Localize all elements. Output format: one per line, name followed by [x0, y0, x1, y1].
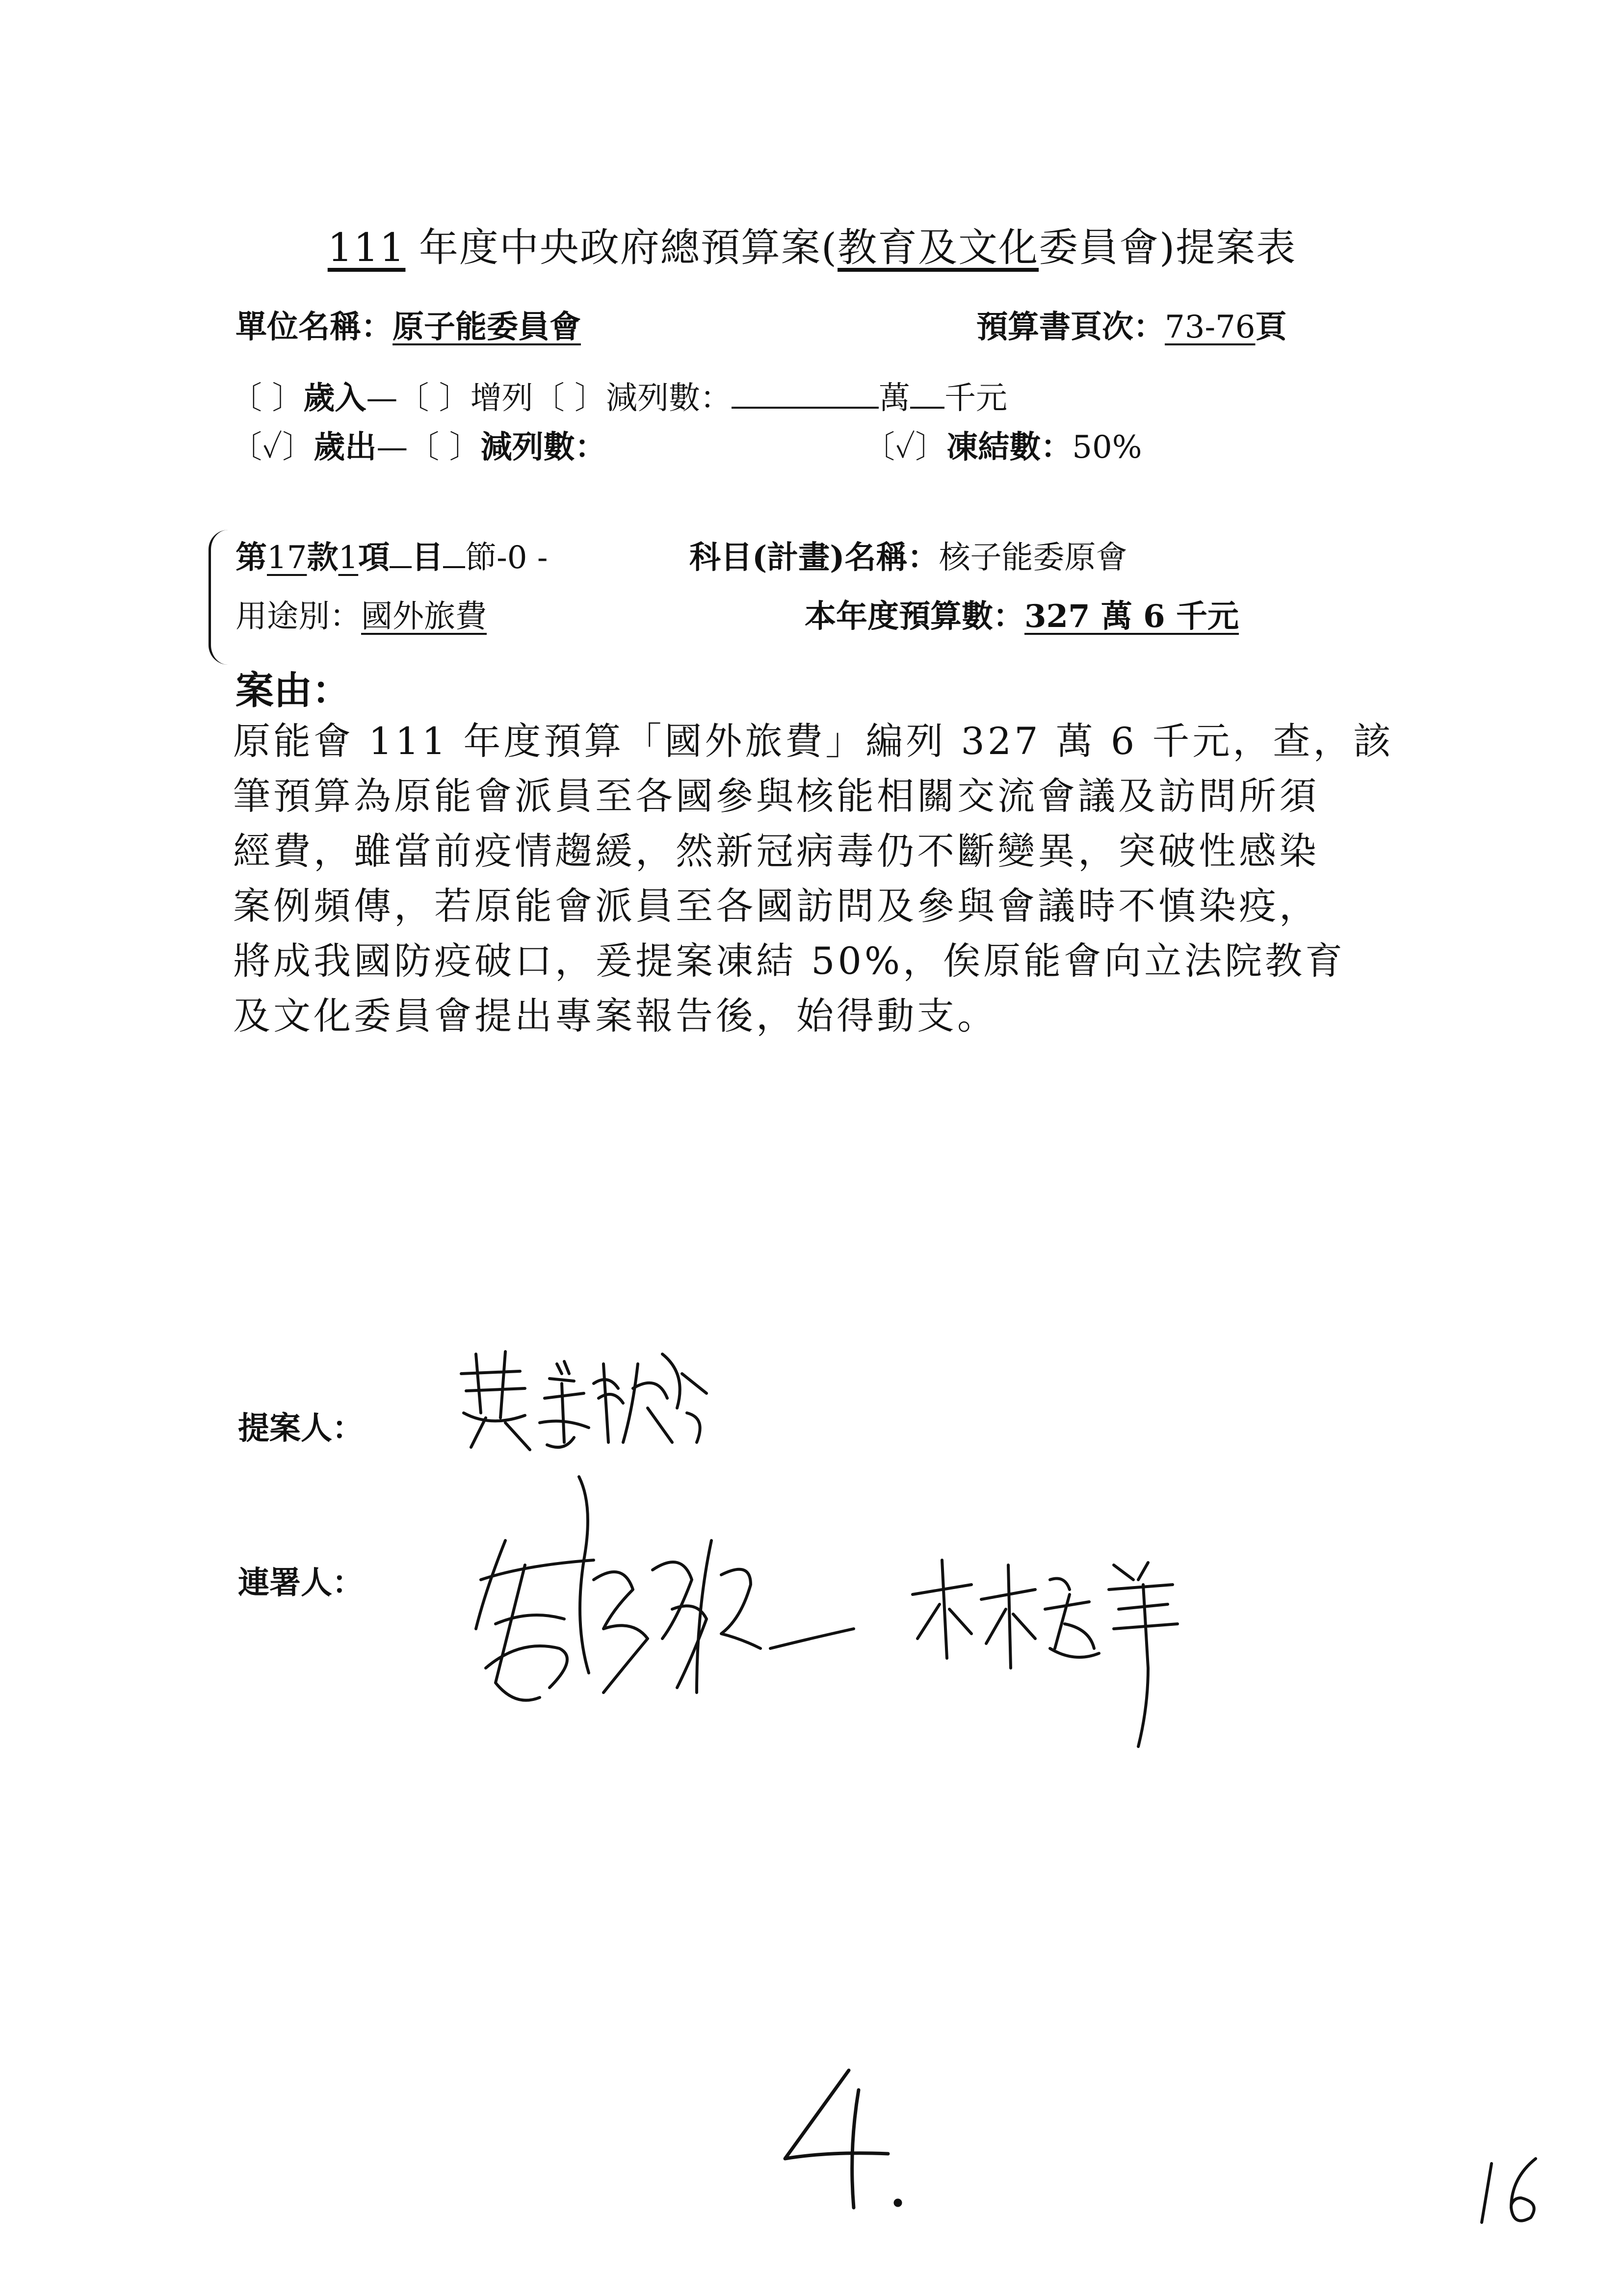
unit-qian: 千元	[944, 380, 1008, 417]
mu-label: 目	[412, 539, 444, 576]
reason-line: 案例頻傳，若原能會派員至各國訪問及參與會議時不慎染疫，	[233, 884, 1319, 928]
expense-dash: —	[376, 429, 408, 466]
xiang-number: 1	[338, 540, 359, 576]
freeze-line	[864, 422, 1142, 467]
title-pre: 年度中央政府總預算案(	[405, 225, 838, 270]
page-ref-value: 73-76	[1165, 309, 1256, 345]
subject-line	[689, 532, 1127, 577]
decrease-label: 減列數：	[606, 380, 732, 417]
reason-heading: 案由：	[236, 668, 351, 713]
revenue-dash: —	[366, 380, 398, 417]
cosigner-signature-1	[466, 1462, 859, 1739]
reason-body	[233, 714, 1435, 1044]
item-bracket	[209, 530, 231, 665]
title-post: 委員會)提案表	[1039, 225, 1297, 270]
budget-line	[805, 591, 1239, 636]
unit-value: 原子能委員會	[393, 309, 581, 345]
reason-line: 將成我國防疫破口，爰提案凍結 50%，俟原能會向立法院教育	[233, 939, 1346, 983]
proposer-label: 提案人：	[238, 1410, 364, 1447]
document-title	[0, 216, 1624, 272]
usage-line	[236, 591, 487, 636]
jie-label: 節-0 -	[465, 540, 548, 576]
reason-line: 筆預算為原能會派員至各國參與核能相關交流會議及訪問所須	[233, 774, 1319, 818]
cosigner-label: 連署人：	[238, 1565, 364, 1601]
item-line	[236, 532, 548, 577]
expense-checkbox: 〔✓〕	[231, 429, 314, 466]
xiang-label: 項	[358, 539, 390, 576]
decrease-checkbox: 〔 〕	[533, 380, 606, 417]
mu-blank	[390, 539, 412, 568]
cosigner-signature-2	[903, 1550, 1207, 1758]
increase-checkbox: 〔 〕	[397, 380, 471, 417]
amount-blank-wan	[732, 379, 879, 409]
proposer-signature	[451, 1344, 726, 1459]
kuan-label: 款	[307, 539, 339, 576]
revenue-line	[231, 373, 1007, 418]
jie-blank	[443, 539, 465, 568]
handwritten-number	[775, 2061, 913, 2219]
unit-wan: 萬	[879, 380, 911, 417]
subject-label: 科目(計畫)名稱：	[689, 539, 939, 576]
expense-label: 歲出	[314, 429, 377, 466]
title-year: 111	[327, 225, 406, 270]
usage-label: 用途別：	[236, 599, 361, 635]
kuan-pre: 第	[236, 539, 267, 576]
freeze-value: 50%	[1072, 429, 1142, 466]
amount-blank-qian	[910, 379, 944, 409]
increase-label: 增列	[470, 380, 533, 417]
reason-line: 原能會 111 年度預算「國外旅費」編列 327 萬 6 千元，查，該	[233, 719, 1394, 763]
expense-line	[231, 422, 606, 467]
title-committee: 教育及文化	[838, 225, 1039, 270]
freeze-checkbox: 〔✓〕	[864, 429, 947, 466]
page-ref-label: 預算書頁次：	[976, 309, 1165, 345]
expense-decrease-label: 減列數：	[480, 429, 606, 466]
page-ref-suffix: 頁	[1255, 309, 1287, 345]
expense-decrease-checkbox: 〔 〕	[408, 429, 481, 466]
revenue-label: 歲入	[303, 380, 367, 417]
page-number	[1472, 2149, 1555, 2234]
budget-value: 327 萬 6 千元	[1024, 598, 1239, 635]
reason-line: 經費，雖當前疫情趨緩，然新冠病毒仍不斷變異，突破性感染	[233, 829, 1319, 873]
usage-value: 國外旅費	[361, 599, 487, 635]
kuan-number: 17	[267, 540, 307, 576]
unit-row	[236, 302, 581, 347]
reason-line: 及文化委員會提出專案報告後，始得動支。	[233, 994, 997, 1038]
freeze-label: 凍結數：	[946, 429, 1073, 466]
subject-value: 核子能委原會	[939, 540, 1127, 576]
budget-label: 本年度預算數：	[805, 598, 1024, 635]
revenue-checkbox: 〔 〕	[231, 380, 304, 417]
unit-label: 單位名稱：	[236, 309, 393, 345]
page-ref-row	[976, 302, 1287, 347]
